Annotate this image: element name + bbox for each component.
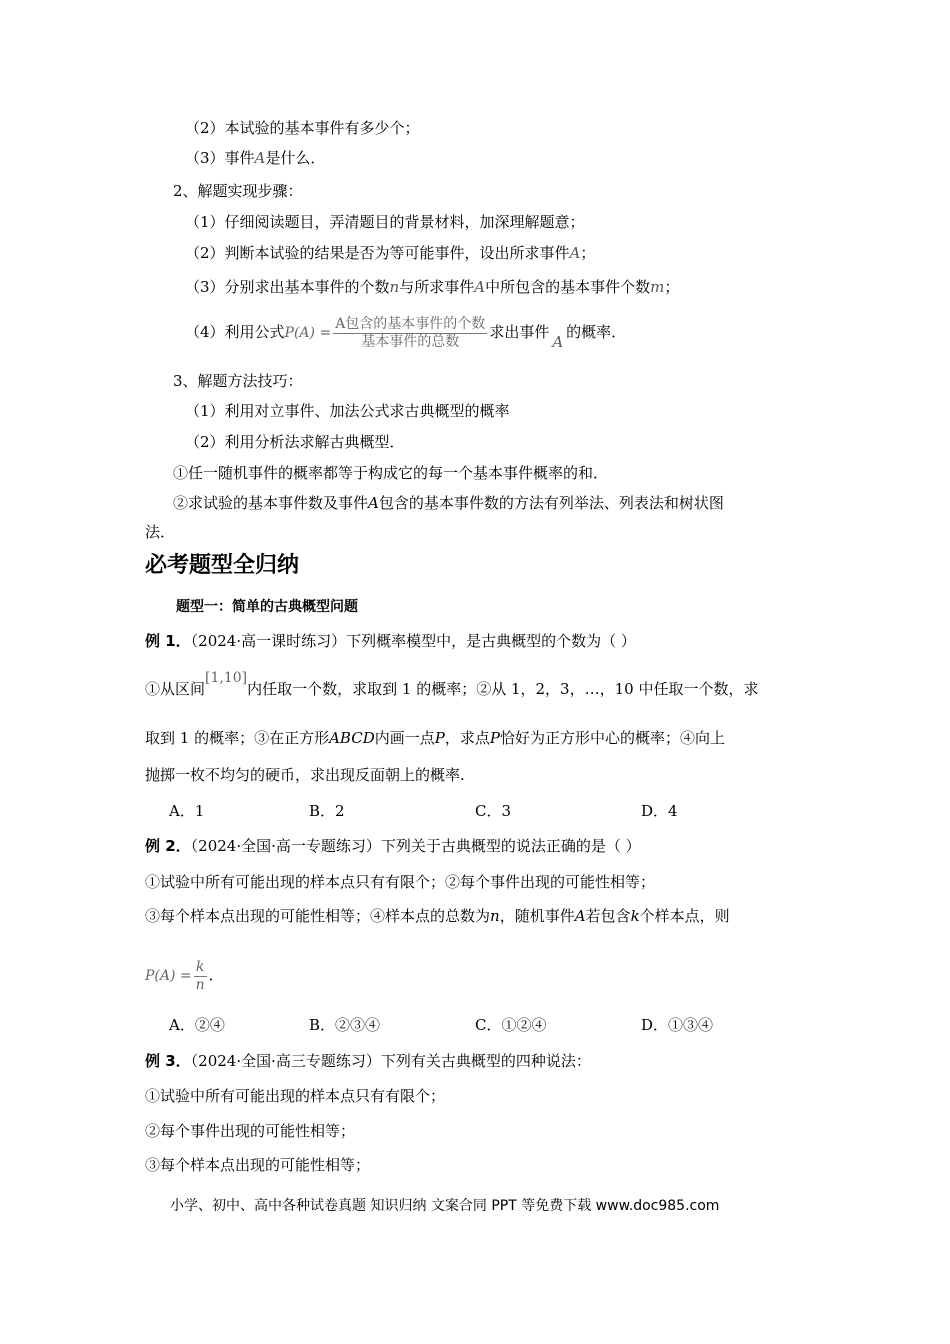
step-4: （4）利用公式P(A) = $\frac{\text{A包含的基本事件的个数}}{\text{基本事件的总数}}$ 求出事件A的概率． xyxy=(185,315,627,351)
intro-q2: （2）本试验的基本事件有多少个； xyxy=(185,119,420,137)
example-2-formula: P(A) = $\frac{k}{n}$ ． xyxy=(145,958,224,993)
conclusion-1: ①任一随机事件的概率都等于构成它的每一个基本事件概率的和． xyxy=(173,464,609,482)
example-2-title: 例 2．（2024·全国·高一专题练习）下列关于古典概型的说法正确的是（ ） xyxy=(145,837,641,855)
conclusion-2: ②求试验的基本事件数及事件A包含的基本事件数的方法有列举法、列表法和树状图 xyxy=(173,494,724,512)
formula-lhs: P(A) = xyxy=(284,325,332,341)
example-1-line2: 取到 1 的概率；③在正方形ABCD内画一点P，求点P恰好为正方形中心的概率；④向上 xyxy=(145,729,725,747)
section3-title: 3、解题方法技巧： xyxy=(173,372,303,390)
subheading: 题型一：简单的古典概型问题 xyxy=(176,599,358,615)
interval: [1,10] xyxy=(205,670,248,686)
conclusion-2-cont: 法． xyxy=(145,523,176,541)
method-2: （2）利用分析法求解古典概型． xyxy=(185,433,405,451)
method-1: （1）利用对立事件、加法公式求古典概型的概率 xyxy=(185,402,510,420)
page-footer: 小学、初中、高中各种试卷真题 知识归纳 文案合同 PPT 等免费下载 www.doc985.com xyxy=(170,1198,720,1214)
step-1: （1）仔细阅读题目，弄清题目的背景材料，加深理解题意； xyxy=(185,213,585,231)
probability-formula: $\frac{\text{A包含的基本事件的个数}}{\text{基本事件的总数}}$ xyxy=(335,315,486,350)
example-2-option-d: D．①③④ xyxy=(641,1016,714,1034)
example-1-line3: 抛掷一枚不均匀的硬币，求出现反面朝上的概率. xyxy=(145,766,465,784)
example-1-option-a: A．1 xyxy=(169,802,205,820)
example-2-option-b: B．②③④ xyxy=(309,1016,381,1034)
step-2: （2）判断本试验的结果是否为等可能事件，设出所求事件A； xyxy=(185,244,596,262)
section2-title: 2、解题实现步骤： xyxy=(173,182,303,200)
example-3-line3: ③每个样本点出现的可能性相等； xyxy=(145,1156,371,1174)
example-3-line2: ②每个事件出现的可能性相等； xyxy=(145,1122,356,1140)
example-1-option-c: C．3 xyxy=(475,802,512,820)
example-3-line1: ①试验中所有可能出现的样本点只有有限个； xyxy=(145,1087,446,1105)
example-2-line1: ①试验中所有可能出现的样本点只有有限个；②每个事件出现的可能性相等； xyxy=(145,873,656,891)
example-2-line2: ③每个样本点出现的可能性相等；④样本点的总数为n，随机事件A若包含k个样本点，则 xyxy=(145,907,730,925)
example-1-option-b: B．2 xyxy=(309,802,345,820)
step-3: （3）分别求出基本事件的个数n与所求事件A中所包含的基本事件个数m； xyxy=(185,278,680,296)
example-2-option-a: A．②④ xyxy=(169,1016,225,1034)
page-heading: 必考题型全归纳 xyxy=(145,553,300,578)
example-2-option-c: C．①②④ xyxy=(475,1016,547,1034)
intro-q3: （3）事件A是什么． xyxy=(185,149,326,167)
example-1-line1: ①从区间[1,10]内任取一个数，求取到 1 的概率；②从 1，2，3，…，10 中任取一个数，求 xyxy=(145,670,759,698)
example-3-title: 例 3．（2024·全国·高三专题练习）下列有关古典概型的四种说法： xyxy=(145,1052,591,1070)
example-1-option-d: D．4 xyxy=(641,802,678,820)
example-1-title: 例 1．（2024·高一课时练习）下列概率模型中，是古典概型的个数为（ ） xyxy=(145,632,636,650)
